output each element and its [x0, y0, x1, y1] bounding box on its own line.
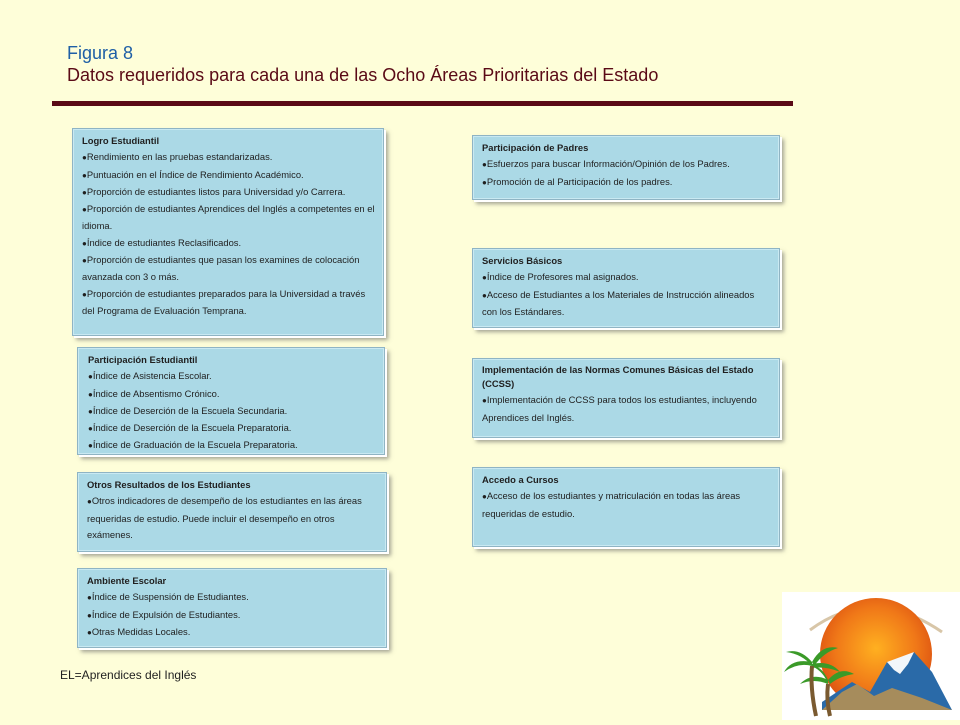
sun-palm-mountains-logo-icon: [782, 592, 960, 720]
list-item: ●Acceso de los estudiantes y matriculación en todas las áreas requeridas de estudio.: [482, 490, 741, 519]
box-heading: Implementación de las Normas Comunes Básicas del Estado (CCSS): [482, 364, 754, 389]
list-item: ●Otros indicadores de desempeño de los estudiantes en las áreas requeridas de estudio. Puede incluir el desempeño en otros exámenes.: [87, 495, 362, 540]
list-item: ●Rendimiento en las pruebas estandarizadas.: [82, 151, 273, 163]
logo-graphic: [782, 592, 960, 720]
list-item: ●Proporción de estudiantes listos para Universidad y/o Carrera.: [82, 185, 346, 197]
list-item: ●Índice de estudiantes Reclasificados.: [82, 236, 242, 248]
box-heading: Participación de Padres: [482, 142, 589, 153]
list-item: ●Esfuerzos para buscar Información/Opinión de los Padres.: [482, 158, 730, 170]
list-item: ●Índice de Asistencia Escolar.: [88, 370, 212, 382]
box-heading: Accedo a Cursos: [482, 474, 559, 485]
list-item: ●Promoción de al Participación de los padres.: [482, 175, 673, 187]
figure-caption: Datos requeridos para cada una de las Ocho Áreas Prioritarias del Estado: [67, 65, 659, 85]
list-item: ●Índice de Profesores mal asignados.: [482, 271, 639, 283]
list-item: ●Puntuación en el Índice de Rendimiento Académico.: [82, 168, 304, 180]
footnote: EL=Aprendices del Inglés: [60, 668, 197, 682]
box-participacion-estudiantil: [77, 347, 385, 455]
box-heading: Logro Estudiantil: [82, 135, 160, 146]
box-servicios-basicos: [472, 248, 780, 328]
box-ccss: [472, 358, 780, 438]
list-item: ●Índice de Absentismo Crónico.: [88, 387, 220, 399]
list-item: ●Índice de Graduación de la Escuela Preparatoria.: [88, 439, 298, 451]
box-acceso-cursos: [472, 467, 780, 547]
list-item: ●Acceso de Estudiantes a los Materiales de Instrucción alineados con los Estándares.: [482, 288, 755, 317]
box-heading: Participación Estudiantil: [88, 354, 198, 365]
title-divider: [52, 101, 793, 106]
box-heading: Otros Resultados de los Estudiantes: [87, 479, 251, 490]
list-item: ●Implementación de CCSS para todos los estudiantes, incluyendo Aprendices del Inglés.: [482, 394, 757, 423]
list-item: ●Proporción de estudiantes preparados para la Universidad a través del Programa de Evaluación Temprana.: [82, 287, 366, 316]
box-heading: Ambiente Escolar: [87, 575, 167, 586]
list-item: ●Otras Medidas Locales.: [87, 625, 191, 637]
box-participacion-padres: [472, 135, 780, 200]
box-heading: Servicios Básicos: [482, 255, 563, 266]
box-otros-resultados: [77, 472, 387, 552]
figure-label: Figura 8: [67, 43, 134, 63]
list-item: ●Proporción de estudiantes Aprendices del Inglés a competentes en el idioma.: [82, 203, 375, 232]
box-logro-estudiantil: [72, 128, 384, 336]
slide-title: [67, 43, 887, 86]
list-item: ●Índice de Suspensión de Estudiantes.: [87, 591, 249, 603]
list-item: ●Índice de Expulsión de Estudiantes.: [87, 608, 241, 620]
box-ambiente-escolar: [77, 568, 387, 648]
list-item: ●Índice de Deserción de la Escuela Preparatoria.: [88, 422, 292, 434]
list-item: ●Proporción de estudiantes que pasan los examines de colocación avanzada con 3 o más.: [82, 254, 360, 283]
list-item: ●Índice de Deserción de la Escuela Secundaria.: [88, 404, 288, 416]
